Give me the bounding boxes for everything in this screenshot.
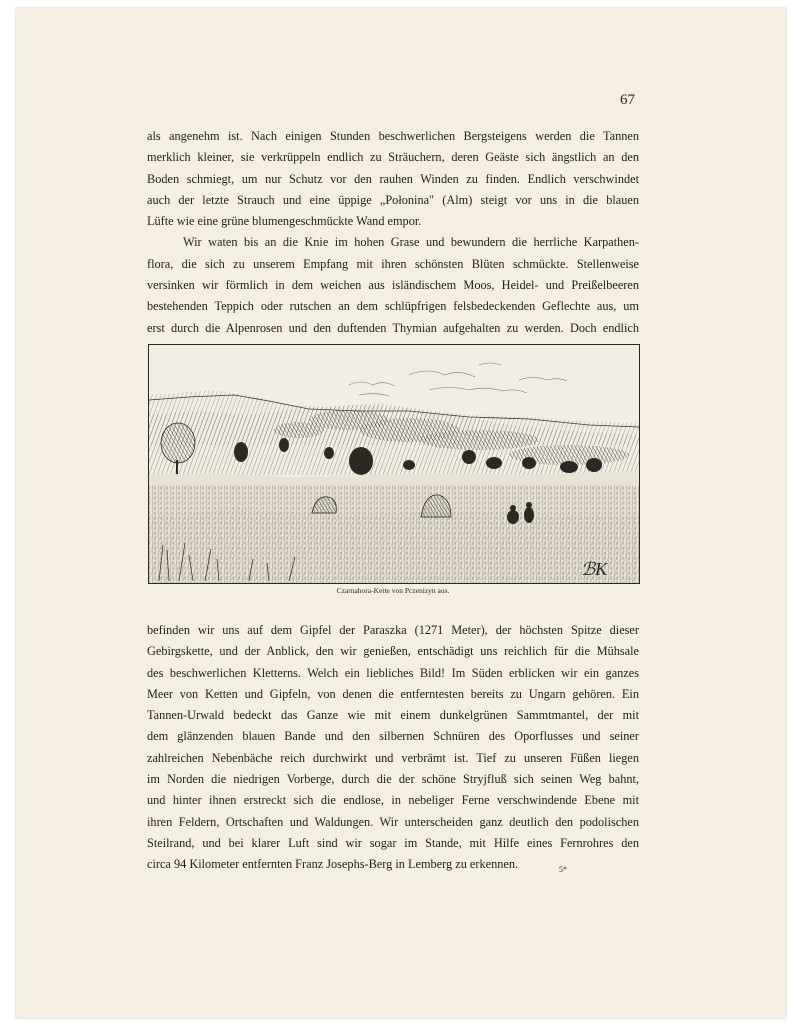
text-line: auch der letzte Strauch und eine üppige „Połonina" (Alm) steigt vor uns in die blauen — [147, 192, 639, 207]
text-line: Wir waten bis an die Knie im hohen Grase und bewundern die herrliche Karpathen- — [183, 235, 639, 250]
text-line: als angenehm ist. Nach einigen Stunden beschwerlichen Bergsteigens werden die Tannen — [147, 129, 639, 143]
text-line: bestehenden Teppich oder rutschen an dem schlüpfrigen felsbedeckenden Geflechte aus, um — [147, 299, 639, 314]
landscape-engraving — [148, 344, 640, 584]
text-line: flora, die sich zu unserem Empfang mit ihren schönsten Blüten schmückte. Stellenweise — [147, 256, 639, 271]
text-line: ihren Feldern, Ortschaften und Waldungen. Wir unterscheiden ganz deutlich den podolischen — [147, 814, 639, 829]
text-line: und hinter ihnen erstreckt sich die endlose, in nebeliger Ferne verschwindende Ebene mit — [147, 793, 639, 808]
figure-caption: Czarnahora-Kette von Pczenizyn aus. — [336, 586, 450, 595]
signature-mark: 5* — [559, 865, 567, 874]
text-line: merklich kleiner, sie verkrüppeln endlich zu Sträuchern, deren Geäste sich ängstlich an den — [147, 150, 639, 165]
body-text-bottom — [147, 620, 639, 876]
text-line: des beschwerlichen Kletterns. Welch ein liebliches Bild! Im Süden erblicken wir ein ganzes — [147, 665, 639, 680]
text-line: circa 94 Kilometer entfernten Franz Josephs-Berg in Lemberg zu erkennen. — [147, 857, 519, 872]
text-line: erst durch die Alpenrosen und den duftenden Thymian aufgehalten zu werden. Doch endlich — [147, 320, 639, 335]
text-line: Meer von Ketten und Gipfeln, von denen die entferntesten bereits zu Ungarn gehören. Ein — [147, 686, 639, 701]
artist-monogram: ℬK — [581, 559, 608, 579]
text-line: Steilrand, und bei klarer Luft sind wir sogar im Stande, mit Hilfe eines Fernrohres den — [147, 835, 639, 850]
page-number: 67 — [620, 92, 635, 108]
body-text-top — [147, 126, 639, 339]
landscape-illustration — [149, 345, 639, 583]
text-line: dem glänzenden blauen Bande und den silbernen Schnüren des Oporflusses und seiner — [147, 729, 639, 744]
text-line: zahlreichen Nebenbäche reich durchwirkt und verbrämt ist. Tief zu unseren Füßen liegen — [147, 750, 639, 765]
text-line: Lüfte wie eine grüne blumengeschmückte Wand empor. — [147, 214, 422, 229]
text-line: Boden schmiegt, um nur Schutz vor den rauhen Winden zu finden. Endlich verschwindet — [147, 171, 639, 186]
text-line: Tannen-Urwald bedeckt das Ganze wie mit einem dunkelgrünen Sammtmantel, der mit — [147, 708, 639, 723]
text-line: Gebirgskette, und der Anblick, den wir genießen, entschädigt uns reichlich für die Mühsale — [147, 644, 639, 659]
text-line: im Norden die niedrigen Vorberge, durch die der schöne Stryjfluß sich seinen Weg bahnt, — [147, 772, 639, 787]
text-line: versinken wir förmlich in dem weichen aus isländischem Moos, Heidel- und Preißelbeeren — [147, 278, 639, 293]
text-line: befinden wir uns auf dem Gipfel der Paraszka (1271 Meter), der höchsten Spitze dieser — [147, 623, 639, 637]
